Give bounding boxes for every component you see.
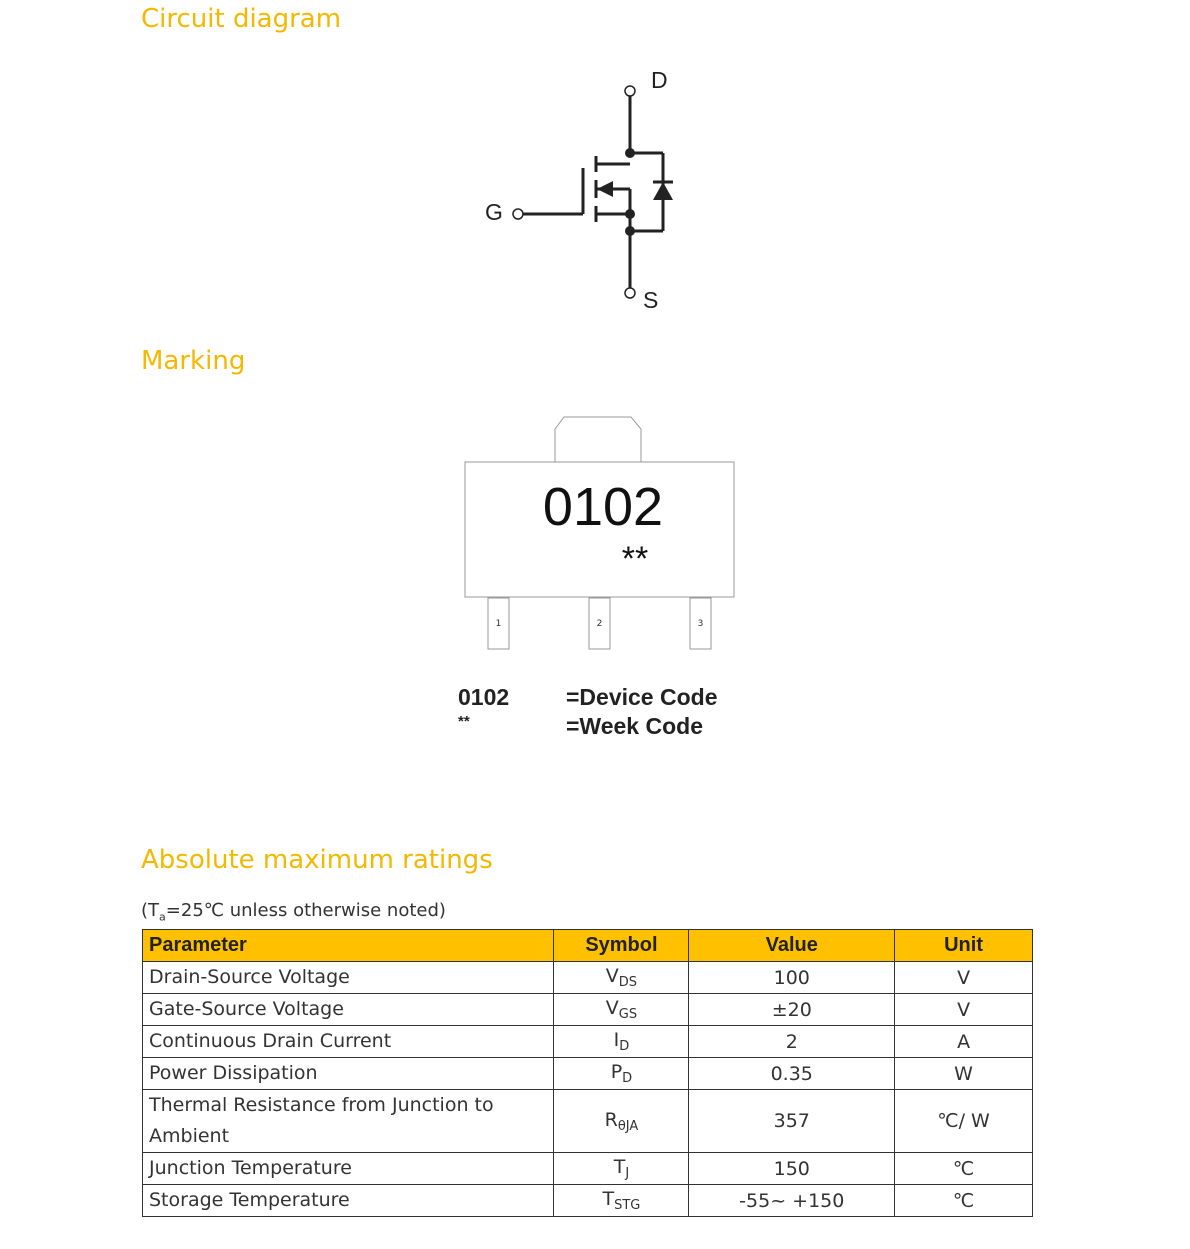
marking-legend <box>458 684 718 742</box>
value-cell: 0.35 <box>689 1058 895 1090</box>
symbol-subscript: GS <box>618 1007 638 1022</box>
legend-row <box>458 713 718 742</box>
parameter-cell: Power Dissipation <box>143 1058 554 1090</box>
parameter-cell: Gate-Source Voltage <box>143 994 554 1026</box>
table-row <box>143 1090 1033 1153</box>
pin-2-label: 2 <box>596 619 603 629</box>
drain-label: D <box>651 67 668 93</box>
value-cell: 100 <box>689 962 895 994</box>
symbol-main: R <box>604 1108 618 1131</box>
parameter-cell: Thermal Resistance from Junction to Ambient <box>143 1090 554 1153</box>
symbol-subscript: DS <box>618 975 638 990</box>
table-row <box>143 1058 1033 1090</box>
unit-cell: A <box>895 1026 1033 1058</box>
package-week-code: ** <box>621 540 649 578</box>
table-row <box>143 1185 1033 1217</box>
symbol-cell <box>554 962 689 994</box>
absolute-maximum-ratings-table <box>142 929 1033 1217</box>
symbol-cell <box>554 994 689 1026</box>
value-cell: -55~ +150 <box>689 1185 895 1217</box>
unit-cell: ℃/ W <box>895 1090 1033 1153</box>
header-symbol: Symbol <box>554 930 689 962</box>
gate-label: G <box>485 199 503 225</box>
symbol-subscript: STG <box>614 1198 641 1213</box>
symbol-cell <box>554 1153 689 1185</box>
table-row <box>143 994 1033 1026</box>
legend-row <box>458 684 718 713</box>
parameter-cell: Storage Temperature <box>143 1185 554 1217</box>
symbol-main: V <box>605 997 619 1019</box>
unit-cell: ℃ <box>895 1185 1033 1217</box>
symbol-cell <box>554 1058 689 1090</box>
table-row <box>143 962 1033 994</box>
symbol-cell <box>554 1185 689 1217</box>
value-cell: ±20 <box>689 994 895 1026</box>
unit-cell: V <box>895 962 1033 994</box>
header-unit: Unit <box>895 930 1033 962</box>
symbol-subscript: θJA <box>617 1118 639 1134</box>
package-device-code: 0102 <box>542 477 664 537</box>
parameter-cell: Drain-Source Voltage <box>143 962 554 994</box>
source-label: S <box>643 287 659 313</box>
symbol-subscript: J <box>625 1166 630 1181</box>
symbol-main: V <box>605 965 619 987</box>
sot89-package-marking <box>455 410 755 660</box>
header-parameter: Parameter <box>143 930 554 962</box>
note-subscript: a <box>159 910 166 924</box>
symbol-main: P <box>610 1061 623 1083</box>
table-header-row <box>143 930 1033 962</box>
legend-desc: =Device Code <box>566 684 718 710</box>
ambient-temperature-note <box>141 900 446 924</box>
pin-3-label: 3 <box>697 619 704 629</box>
parameter-cell: Continuous Drain Current <box>143 1026 554 1058</box>
symbol-main: T <box>613 1156 626 1178</box>
symbol-main: T <box>602 1188 615 1210</box>
pin-1-label: 1 <box>495 619 502 629</box>
unit-cell: V <box>895 994 1033 1026</box>
symbol-subscript: D <box>619 1039 630 1054</box>
value-cell: 357 <box>689 1090 895 1153</box>
section-title-ratings: Absolute maximum ratings <box>141 845 493 875</box>
header-value: Value <box>689 930 895 962</box>
legend-desc: =Week Code <box>566 713 703 739</box>
section-title-circuit: Circuit diagram <box>141 4 342 34</box>
section-title-marking: Marking <box>141 346 246 376</box>
table-row <box>143 1153 1033 1185</box>
parameter-cell: Junction Temperature <box>143 1153 554 1185</box>
unit-cell: W <box>895 1058 1033 1090</box>
symbol-subscript: D <box>622 1071 633 1086</box>
table-row <box>143 1026 1033 1058</box>
note-prefix: (T <box>141 900 160 921</box>
unit-cell: ℃ <box>895 1153 1033 1185</box>
symbol-cell <box>554 1026 689 1058</box>
legend-code: ** <box>458 713 470 730</box>
mosfet-circuit-diagram <box>470 60 710 320</box>
note-suffix: =25℃ unless otherwise noted) <box>165 900 446 921</box>
value-cell: 2 <box>689 1026 895 1058</box>
legend-code: 0102 <box>458 684 510 710</box>
symbol-cell <box>554 1090 689 1153</box>
value-cell: 150 <box>689 1153 895 1185</box>
symbol-main: I <box>613 1029 620 1051</box>
